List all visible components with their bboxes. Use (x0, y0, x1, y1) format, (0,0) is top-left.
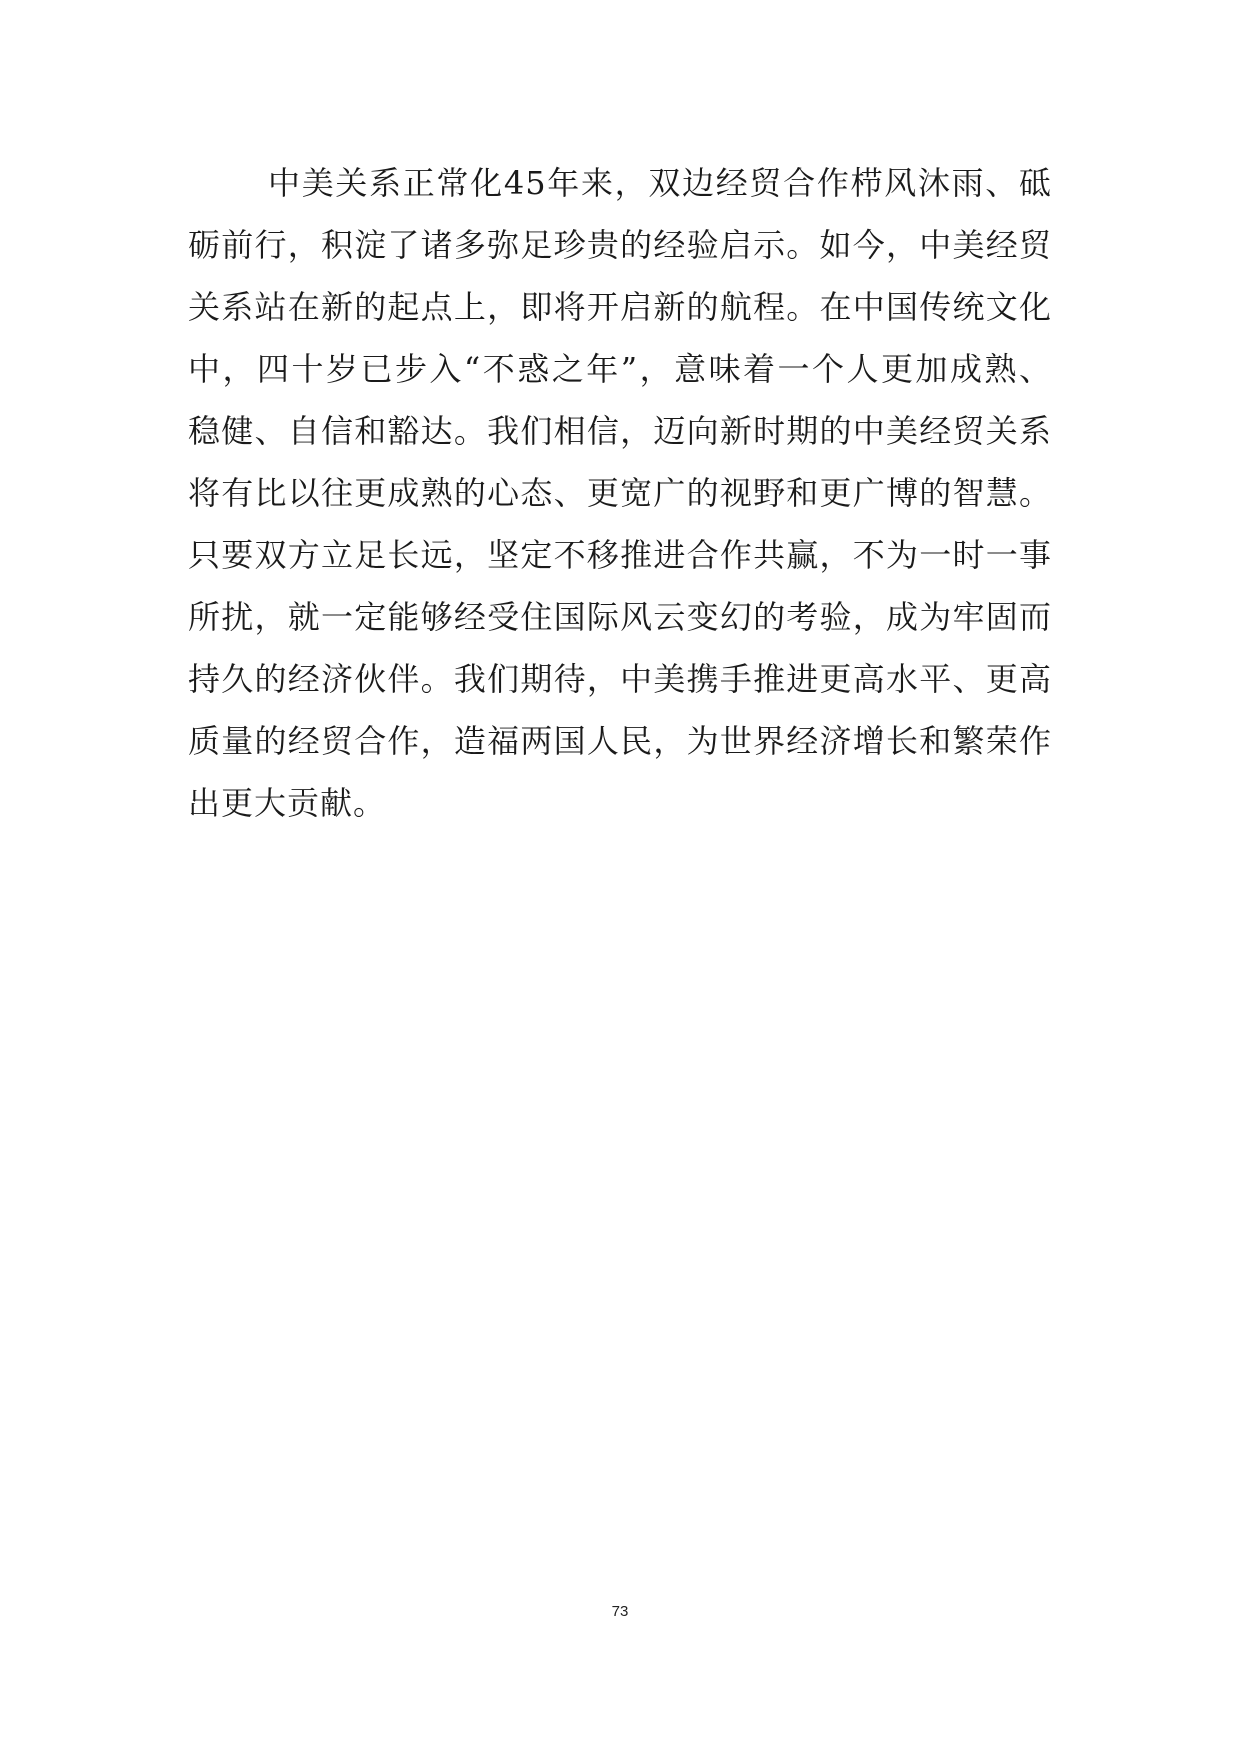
body-paragraph (188, 152, 1052, 834)
paragraph-line: 所扰，就一定能够经受住国际风云变幻的考验，成为牢固而 (188, 598, 1052, 636)
paragraph-line: 出更大贡献。 (188, 784, 387, 822)
paragraph-line: 中美关系正常化45年来，双边经贸合作栉风沐雨、砥 (268, 164, 1052, 202)
paragraph-line: 只要双方立足长远，坚定不移推进合作共赢，不为一时一事 (188, 536, 1052, 574)
paragraph-line: 中，四十岁已步入“不惑之年”，意味着一个人更加成熟、 (188, 350, 1052, 388)
paragraph-line: 持久的经济伙伴。我们期待，中美携手推进更高水平、更高 (188, 660, 1052, 698)
paragraph-line: 质量的经贸合作，造福两国人民，为世界经济增长和繁荣作 (188, 722, 1052, 760)
paragraph-line: 砺前行，积淀了诸多弥足珍贵的经验启示。如今，中美经贸 (188, 226, 1052, 264)
page-number: 73 (611, 1603, 629, 1620)
paragraph-line: 将有比以往更成熟的心态、更宽广的视野和更广博的智慧。 (188, 474, 1052, 512)
paragraph-line: 稳健、自信和豁达。我们相信，迈向新时期的中美经贸关系 (188, 412, 1052, 450)
paragraph-line: 关系站在新的起点上，即将开启新的航程。在中国传统文化 (188, 288, 1052, 326)
